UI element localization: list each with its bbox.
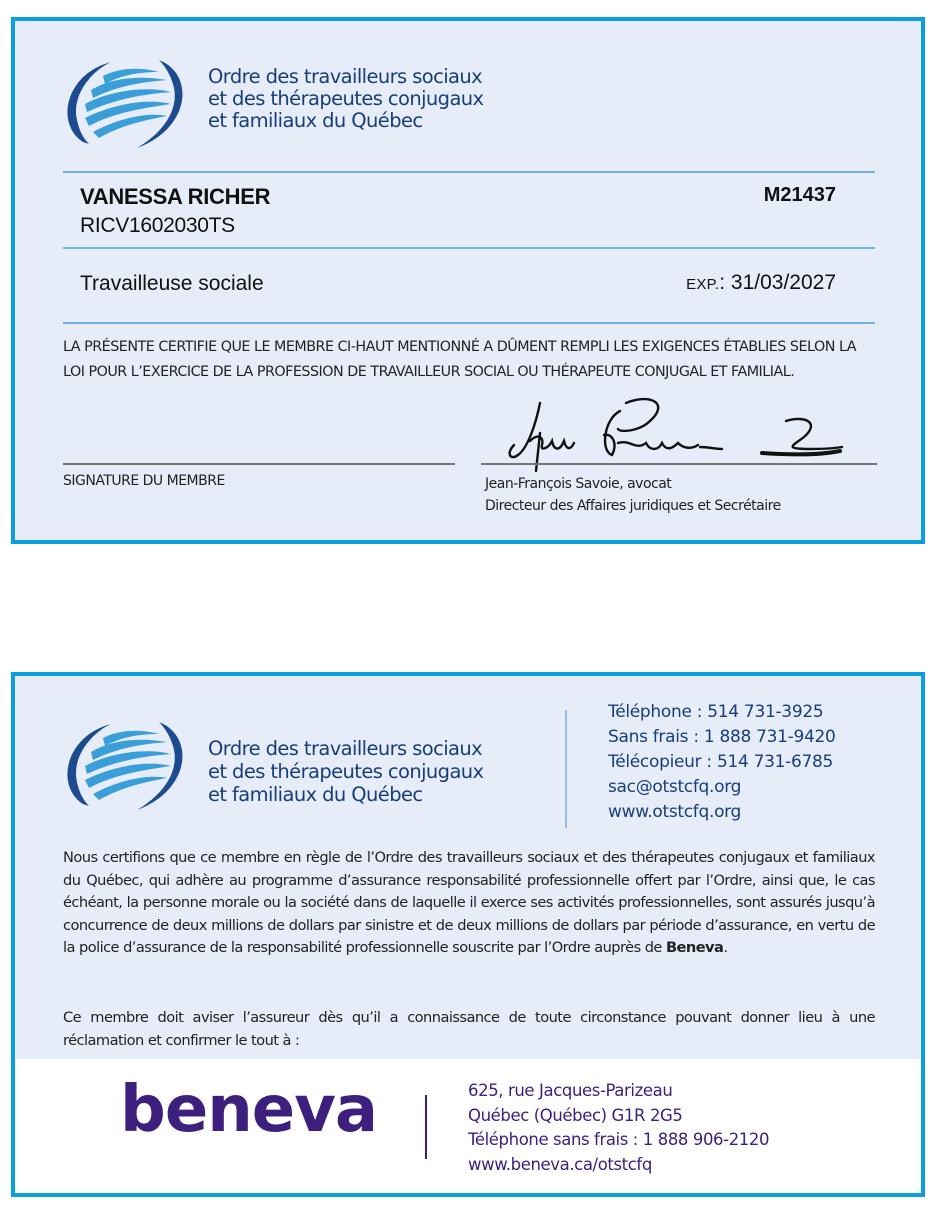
expiry-value: 31/03/2027 (730, 271, 836, 294)
org-contacts (608, 700, 836, 825)
vertical-divider (425, 1095, 427, 1159)
membership-card-front (11, 17, 925, 544)
beneva-logo: beneva (120, 1073, 378, 1147)
contact-toll-free: Sans frais : 1 888 731-9420 (608, 727, 836, 747)
divider (63, 247, 875, 249)
member-signature-line (63, 463, 455, 465)
insurance-text: Nous certifions que ce membre en règle de l’Ordre des travailleurs sociaux et des thérapeutes conjugaux et familiaux du Québec, qui adhère au programme d’assurance responsabilité professionnelle offert par l’Ordre, ainsi que, le cas échéant, la personne morale ou la société dans de laquelle il exerce ses activités professionnelles, sont assurés jusqu’à concurrence de deux millions de dollars par sinistre et de deux millions de dollars par période d’assurance, en vertu de la police d’assurance de la responsabilité professionnelle souscrite par l’Ordre auprès de (63, 849, 875, 956)
org-name-line: Ordre des travailleurs sociaux (208, 65, 483, 88)
org-name-line: et des thérapeutes conjugaux (208, 87, 484, 110)
certification-text: LA PRÉSENTE CERTIFIE QUE LE MEMBRE CI-HAUT MENTIONNÉ A DÛMENT REMPLI LES EXIGENCES ÉTABLIES SELON LA LOI POUR L’EXERCICE DE LA PROFESSION DE TRAVAILLEUR SOCIAL OU THÉRAPEUTE CONJUGAL ET FAMILIAL. (63, 339, 857, 380)
insurer-phone: Téléphone sans frais : 1 888 906-2120 (468, 1130, 770, 1149)
member-number: M21437 (763, 184, 836, 206)
membership-card-back (11, 672, 925, 1197)
org-name (208, 66, 484, 132)
insurer-address-line1: 625, rue Jacques-Parizeau (468, 1081, 673, 1100)
divider (63, 322, 875, 324)
paragraph-end: . (723, 939, 728, 956)
signer-name: Jean-François Savoie, avocat (485, 476, 672, 492)
insurer-website-link[interactable]: www.beneva.ca/otstcfq (468, 1154, 652, 1174)
org-name-line: et des thérapeutes conjugaux (208, 760, 484, 783)
contact-phone: Téléphone : 514 731-3925 (608, 702, 824, 722)
contact-email-link[interactable]: sac@otstcfq.org (608, 777, 742, 797)
org-name-line: Ordre des travailleurs sociaux (208, 737, 483, 760)
org-name-line: et familiaux du Québec (208, 783, 423, 806)
insurer-band (15, 1059, 921, 1193)
notification-paragraph: Ce membre doit aviser l’assureur dès qu’il a connaissance de toute circonstance pouvant donner lieu à une réclamation et confirmer le tout à : (63, 1009, 875, 1049)
insurance-paragraph (63, 847, 875, 960)
profession: Travailleuse sociale (80, 272, 264, 295)
signer-title: Directeur des Affaires juridiques et Secrétaire (485, 498, 781, 514)
expiry-date (686, 271, 836, 295)
contact-fax: Télécopieur : 514 731-6785 (608, 752, 834, 772)
divider (63, 171, 875, 173)
officer-signature-line (481, 463, 877, 465)
signature-icon (500, 393, 850, 478)
vertical-divider (565, 710, 567, 828)
member-name: VANESSA RICHER (80, 184, 271, 209)
insurer-name: Beneva (665, 939, 724, 956)
expiry-label: EXP. (686, 276, 720, 293)
contact-website-link[interactable]: www.otstcfq.org (608, 802, 742, 822)
org-name (208, 737, 484, 806)
insurer-contacts (468, 1079, 769, 1177)
member-code: RICV1602030TS (80, 214, 235, 237)
otstcfq-logo-icon (63, 54, 195, 154)
org-name-line: et familiaux du Québec (208, 109, 423, 132)
expiry-separator: : (719, 271, 731, 294)
signer-block (485, 473, 781, 517)
insurer-address-line2: Québec (Québec) G1R 2G5 (468, 1105, 683, 1125)
otstcfq-logo-icon (63, 716, 195, 816)
member-signature-label: SIGNATURE DU MEMBRE (63, 473, 225, 489)
